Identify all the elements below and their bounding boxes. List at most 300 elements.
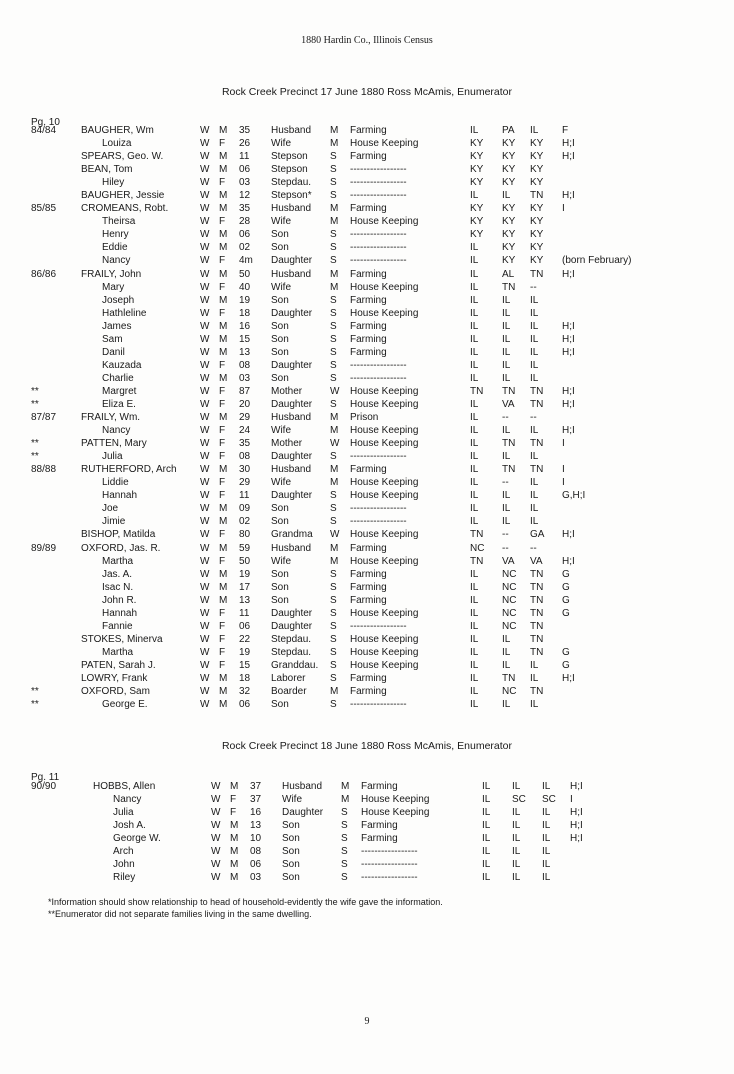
marital-status: M [330, 138, 339, 150]
birthplace: IL [482, 820, 491, 832]
sex: F [219, 177, 226, 189]
person-name: BAUGHER, Wm [81, 125, 154, 136]
relationship: Wife [271, 425, 291, 437]
relationship: Wife [271, 216, 291, 228]
relationship: Daughter [271, 490, 313, 502]
occupation: House Keeping [350, 607, 419, 619]
remarks: H;I [570, 833, 583, 845]
marital-status: W [330, 529, 340, 541]
household-number: 90/90 [31, 781, 57, 792]
relationship: Mother [271, 438, 303, 450]
sex: M [219, 686, 228, 698]
father-birthplace: IL [502, 307, 511, 319]
marital-status: S [341, 807, 348, 819]
household-number: ** [31, 686, 39, 698]
father-birthplace: NC [502, 581, 517, 593]
mother-birthplace: TN [530, 581, 544, 593]
census-row [0, 228, 734, 241]
mother-birthplace: TN [530, 633, 544, 645]
census-row [0, 450, 734, 463]
occupation: House Keeping [350, 385, 419, 397]
household-number: 88/88 [31, 464, 57, 476]
person-name: Danil [102, 346, 125, 358]
age: 16 [250, 807, 262, 819]
age: 18 [239, 307, 251, 319]
sex: M [219, 242, 228, 254]
race: W [211, 807, 221, 819]
marital-status: S [330, 255, 337, 267]
marital-status: S [341, 872, 348, 884]
father-birthplace: IL [502, 359, 511, 371]
race: W [200, 216, 210, 228]
household-number: 87/87 [31, 412, 57, 424]
mother-birthplace: IL [542, 820, 551, 832]
household-number: 85/85 [31, 203, 57, 215]
census-row [0, 806, 734, 819]
person-name: Hannah [102, 607, 138, 619]
census-row [0, 189, 734, 202]
sex: F [219, 425, 226, 437]
remarks: G [562, 568, 570, 580]
section2-rows [0, 780, 734, 884]
mother-birthplace: IL [530, 294, 539, 306]
race: W [211, 846, 221, 858]
father-birthplace: KY [502, 216, 516, 228]
occupation: Farming [350, 686, 387, 698]
relationship: Son [271, 333, 289, 345]
father-birthplace: NC [502, 594, 517, 606]
occupation: Farming [350, 320, 387, 332]
sex: M [219, 568, 228, 580]
race: W [200, 346, 210, 358]
race: W [200, 581, 210, 593]
birthplace: KY [470, 203, 484, 215]
age: 03 [239, 177, 251, 189]
relationship: Stepdau. [271, 646, 312, 658]
mother-birthplace: KY [530, 151, 544, 163]
census-row [0, 515, 734, 528]
remarks: H;I [562, 385, 575, 397]
mother-birthplace: IL [530, 659, 539, 671]
age: 29 [239, 477, 251, 489]
section2-page-label: Pg. 11 [31, 772, 60, 783]
age: 06 [239, 620, 251, 632]
occupation: Farming [350, 464, 387, 476]
sex: M [230, 846, 239, 858]
birthplace: TN [470, 385, 484, 397]
sex: F [219, 255, 226, 267]
occupation: ----------------- [350, 372, 407, 384]
father-birthplace: IL [502, 425, 511, 437]
occupation: Farming [350, 581, 387, 593]
father-birthplace: TN [502, 438, 516, 450]
census-row [0, 819, 734, 832]
father-birthplace: KY [502, 242, 516, 254]
birthplace: IL [470, 633, 479, 645]
mother-birthplace: IL [530, 346, 539, 358]
sex: M [219, 294, 228, 306]
remarks: I [562, 477, 565, 489]
marital-status: M [330, 412, 339, 424]
age: 08 [250, 846, 262, 858]
marital-status: S [330, 594, 337, 606]
person-name: RUTHERFORD, Arch [81, 464, 177, 476]
father-birthplace: TN [502, 464, 516, 476]
occupation: ----------------- [350, 620, 407, 632]
race: W [211, 833, 221, 845]
mother-birthplace: -- [530, 542, 537, 554]
marital-status: M [330, 203, 339, 215]
race: W [200, 620, 210, 632]
occupation: Farming [350, 268, 387, 280]
relationship: Daughter [271, 607, 313, 619]
remarks: H;I [562, 138, 575, 150]
relationship: Mother [271, 385, 303, 397]
father-birthplace: IL [512, 820, 521, 832]
marital-status: M [330, 464, 339, 476]
birthplace: IL [470, 581, 479, 593]
race: W [200, 555, 210, 567]
marital-status: M [330, 425, 339, 437]
marital-status: S [330, 164, 337, 176]
mother-birthplace: KY [530, 138, 544, 150]
person-name: Henry [102, 229, 129, 241]
sex: F [219, 490, 226, 502]
age: 30 [239, 464, 251, 476]
occupation: ----------------- [361, 872, 418, 884]
age: 03 [239, 372, 251, 384]
remarks: (born February) [562, 255, 632, 267]
person-name: OXFORD, Sam [81, 686, 150, 698]
relationship: Husband [271, 125, 312, 136]
birthplace: IL [482, 781, 491, 792]
person-name: George E. [102, 699, 148, 711]
sex: M [219, 672, 228, 684]
marital-status: S [330, 320, 337, 332]
father-birthplace: TN [502, 385, 516, 397]
birthplace: IL [470, 359, 479, 371]
birthplace: IL [470, 425, 479, 437]
mother-birthplace: KY [530, 229, 544, 241]
mother-birthplace: IL [530, 503, 539, 515]
sex: M [219, 503, 228, 515]
page-number: 9 [364, 1016, 370, 1027]
age: 10 [250, 833, 262, 845]
sex: M [219, 372, 228, 384]
mother-birthplace: KY [530, 216, 544, 228]
age: 02 [239, 516, 251, 528]
sex: M [219, 125, 228, 136]
occupation: ----------------- [350, 359, 407, 371]
relationship: Stepdau. [271, 633, 312, 645]
census-row [0, 307, 734, 320]
race: W [200, 203, 210, 215]
age: 37 [250, 781, 262, 792]
sex: F [219, 555, 226, 567]
race: W [200, 425, 210, 437]
census-row [0, 555, 734, 568]
race: W [200, 633, 210, 645]
census-row [0, 437, 734, 450]
remarks: G [562, 646, 570, 658]
sex: F [219, 307, 226, 319]
race: W [200, 151, 210, 163]
race: W [200, 398, 210, 410]
sex: M [230, 833, 239, 845]
birthplace: KY [470, 229, 484, 241]
age: 19 [239, 294, 251, 306]
occupation: House Keeping [350, 398, 419, 410]
marital-status: S [341, 846, 348, 858]
occupation: ----------------- [350, 164, 407, 176]
birthplace: IL [470, 255, 479, 267]
occupation: ----------------- [361, 846, 418, 858]
race: W [200, 568, 210, 580]
race: W [200, 686, 210, 698]
birthplace: KY [470, 138, 484, 150]
relationship: Son [271, 320, 289, 332]
occupation: Farming [350, 672, 387, 684]
person-name: Riley [113, 872, 136, 884]
person-name: BEAN, Tom [81, 164, 133, 176]
relationship: Husband [271, 203, 312, 215]
relationship: Son [271, 372, 289, 384]
sex: M [219, 203, 228, 215]
occupation: House Keeping [350, 138, 419, 150]
marital-status: S [341, 833, 348, 845]
father-birthplace: IL [502, 294, 511, 306]
census-row [0, 607, 734, 620]
father-birthplace: IL [502, 503, 511, 515]
birthplace: IL [470, 503, 479, 515]
sex: M [230, 859, 239, 871]
father-birthplace: TN [502, 281, 516, 293]
remarks: G,H;I [562, 490, 586, 502]
age: 29 [239, 412, 251, 424]
mother-birthplace: TN [530, 686, 544, 698]
relationship: Stepdau. [271, 177, 312, 189]
race: W [200, 464, 210, 476]
father-birthplace: IL [502, 659, 511, 671]
census-row [0, 346, 734, 359]
sex: F [219, 385, 226, 397]
race: W [200, 594, 210, 606]
mother-birthplace: GA [530, 529, 545, 541]
relationship: Daughter [271, 451, 313, 463]
person-name: Hiley [102, 177, 125, 189]
relationship: Son [271, 699, 289, 711]
census-row [0, 633, 734, 646]
birthplace: IL [470, 242, 479, 254]
race: W [211, 820, 221, 832]
mother-birthplace: IL [542, 833, 551, 845]
race: W [200, 372, 210, 384]
relationship: Daughter [271, 620, 313, 632]
father-birthplace: IL [502, 190, 511, 202]
census-row [0, 672, 734, 685]
father-birthplace: IL [502, 490, 511, 502]
mother-birthplace: TN [530, 646, 544, 658]
age: 13 [239, 594, 251, 606]
remarks: I [562, 438, 565, 450]
sex: M [219, 464, 228, 476]
remarks: H;I [562, 529, 575, 541]
occupation: House Keeping [350, 477, 419, 489]
occupation: Farming [350, 568, 387, 580]
mother-birthplace: IL [530, 307, 539, 319]
relationship: Son [271, 229, 289, 241]
mother-birthplace: KY [530, 177, 544, 189]
father-birthplace: IL [502, 372, 511, 384]
mother-birthplace: TN [530, 620, 544, 632]
sex: F [219, 398, 226, 410]
sex: F [219, 646, 226, 658]
father-birthplace: KY [502, 164, 516, 176]
sex: F [219, 451, 226, 463]
relationship: Wife [282, 794, 302, 806]
age: 18 [239, 672, 251, 684]
person-name: FRAILY, Wm. [81, 412, 141, 424]
sex: M [219, 516, 228, 528]
marital-status: M [330, 555, 339, 567]
race: W [200, 516, 210, 528]
marital-status: M [341, 794, 350, 806]
sex: M [219, 190, 228, 202]
occupation: House Keeping [350, 216, 419, 228]
father-birthplace: TN [502, 672, 516, 684]
age: 11 [239, 151, 250, 163]
sex: M [219, 412, 228, 424]
birthplace: KY [470, 216, 484, 228]
marital-status: S [330, 359, 337, 371]
occupation: ----------------- [350, 255, 407, 267]
mother-birthplace: TN [530, 398, 544, 410]
census-row [0, 359, 734, 372]
birthplace: IL [470, 125, 479, 136]
relationship: Wife [271, 477, 291, 489]
father-birthplace: IL [512, 846, 521, 858]
father-birthplace: KY [502, 255, 516, 267]
birthplace: NC [470, 542, 485, 554]
marital-status: S [330, 333, 337, 345]
remarks: G [562, 659, 570, 671]
father-birthplace: IL [502, 646, 511, 658]
household-number: ** [31, 699, 39, 711]
census-row [0, 698, 734, 711]
relationship: Laborer [271, 672, 306, 684]
occupation: House Keeping [350, 529, 419, 541]
birthplace: IL [482, 833, 491, 845]
birthplace: IL [470, 346, 479, 358]
remarks: H;I [562, 398, 575, 410]
census-row [0, 463, 734, 476]
person-name: Nancy [113, 794, 142, 806]
age: 50 [239, 268, 251, 280]
person-name: Liddie [102, 477, 129, 489]
person-name: George W. [113, 833, 161, 845]
birthplace: KY [470, 151, 484, 163]
father-birthplace: IL [502, 699, 511, 711]
mother-birthplace: IL [542, 781, 551, 792]
birthplace: IL [470, 490, 479, 502]
mother-birthplace: -- [530, 412, 537, 424]
person-name: STOKES, Minerva [81, 633, 163, 645]
age: 09 [239, 503, 251, 515]
age: 13 [250, 820, 262, 832]
occupation: ----------------- [350, 451, 407, 463]
person-name: FRAILY, John [81, 268, 142, 280]
relationship: Son [282, 846, 300, 858]
census-row [0, 832, 734, 845]
birthplace: IL [470, 294, 479, 306]
age: 15 [239, 333, 251, 345]
census-row [0, 241, 734, 254]
census-row [0, 871, 734, 884]
sex: M [219, 699, 228, 711]
race: W [200, 529, 210, 541]
remarks: H;I [562, 333, 575, 345]
footnote-1: *Information should show relationship to head of household-evidently the wife gave the information. [48, 897, 443, 907]
remarks: H;I [562, 151, 575, 163]
relationship: Son [282, 833, 300, 845]
occupation: ----------------- [350, 503, 407, 515]
birthplace: IL [482, 807, 491, 819]
sex: M [219, 151, 228, 163]
father-birthplace: NC [502, 620, 517, 632]
marital-status: S [330, 607, 337, 619]
census-row [0, 646, 734, 659]
race: W [200, 268, 210, 280]
birthplace: IL [470, 686, 479, 698]
marital-status: S [330, 646, 337, 658]
mother-birthplace: IL [530, 125, 539, 136]
race: W [200, 242, 210, 254]
remarks: H;I [570, 781, 583, 792]
marital-status: S [330, 177, 337, 189]
father-birthplace: IL [502, 633, 511, 645]
census-row [0, 620, 734, 633]
age: 06 [250, 859, 262, 871]
occupation: Farming [350, 203, 387, 215]
relationship: Son [271, 594, 289, 606]
relationship: Husband [271, 412, 312, 424]
marital-status: S [341, 859, 348, 871]
marital-status: S [330, 372, 337, 384]
race: W [200, 451, 210, 463]
age: 87 [239, 385, 251, 397]
census-row [0, 385, 734, 398]
household-number: ** [31, 398, 39, 410]
race: W [200, 659, 210, 671]
sex: F [219, 359, 226, 371]
father-birthplace: NC [502, 686, 517, 698]
mother-birthplace: TN [530, 438, 544, 450]
relationship: Husband [271, 464, 312, 476]
occupation: House Keeping [350, 646, 419, 658]
father-birthplace: KY [502, 229, 516, 241]
mother-birthplace: IL [530, 425, 539, 437]
age: 59 [239, 542, 251, 554]
mother-birthplace: IL [530, 333, 539, 345]
age: 06 [239, 229, 251, 241]
occupation: ----------------- [361, 859, 418, 871]
father-birthplace: KY [502, 138, 516, 150]
marital-status: M [330, 125, 339, 136]
birthplace: IL [470, 412, 479, 424]
marital-status: S [330, 490, 337, 502]
household-number: 89/89 [31, 542, 57, 554]
census-row [0, 294, 734, 307]
